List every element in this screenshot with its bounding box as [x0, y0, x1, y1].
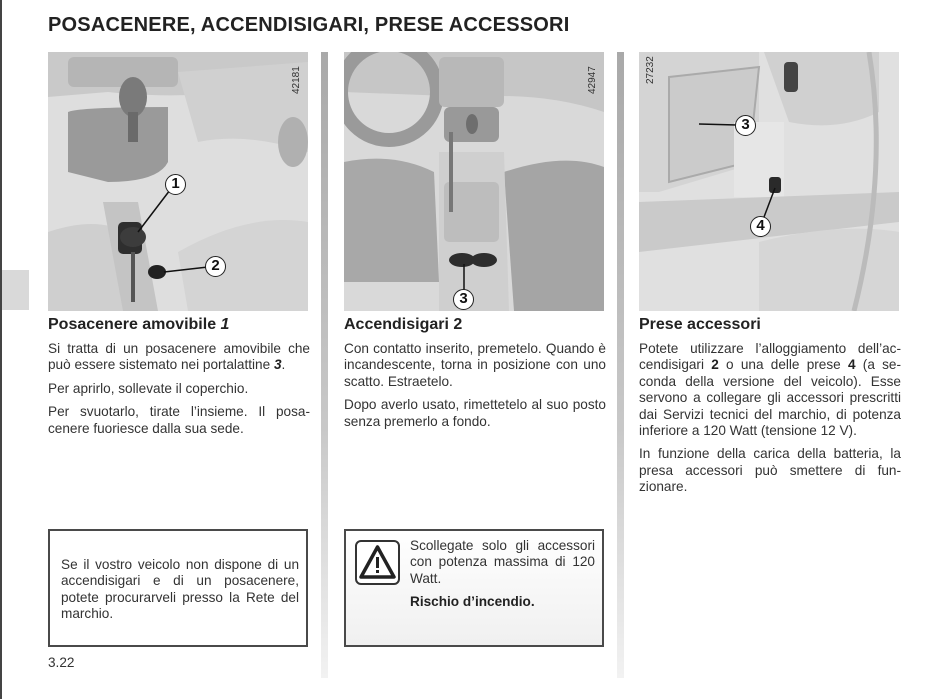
- page-number: 3.22: [48, 655, 75, 670]
- paragraph: Con contatto inserito, premetelo. Quando è incandescente, torna in posizione con uno scatto. Estraetelo.: [344, 341, 606, 389]
- callout-3: 3: [735, 115, 756, 136]
- paragraph: In funzione della carica della batteria, la presa accessori può smettere di funzionare.: [639, 446, 901, 495]
- warning-emphasis: Rischio d’incendio.: [410, 594, 535, 610]
- note-box: [48, 529, 308, 647]
- section-heading: Accendisigari 2: [344, 316, 463, 333]
- section-cigarette-lighter: [344, 316, 606, 437]
- note-text: Se il vostro veicolo non dispone di un accendisigari e di un posacenere, potete procurarveli presso la Rete del marchio.: [61, 557, 299, 622]
- inline-reference: 3: [273, 357, 282, 373]
- page-edge-rule: [0, 0, 2, 699]
- figure-accessory-sockets: [639, 52, 899, 311]
- paragraph: Si tratta di un posacenere amovibile che può essere sistemato nei portalattine 3.: [48, 341, 310, 373]
- paragraph: Per svuotarlo, tirate l’insieme. Il posacenere fuoriesce dalla sua sede.: [48, 404, 310, 436]
- paragraph: Potete utilizzare l’alloggiamento dell’accendisigari 2 o una delle prese 4 (a seconda della versione del veicolo). Esse servono a collegare gli accessori prescritti dai Servizi tecnici del marchio, di potenza inferiore a 120 Watt (tensione 12 V).: [639, 341, 902, 439]
- figure-ashtray: [48, 52, 308, 311]
- figure-code: 27232: [645, 56, 656, 84]
- column-divider: [321, 52, 328, 678]
- console-illustration: [344, 52, 604, 311]
- paragraph: Per aprirlo, sollevate il coperchio.: [48, 380, 249, 396]
- callout-2: 2: [205, 256, 226, 277]
- warning-message: Scollegate solo gli accessori con potenza massima di 120 Watt.: [410, 538, 595, 586]
- figure-code: 42181: [291, 66, 302, 94]
- warning-triangle-icon: [355, 540, 400, 585]
- warning-text: [410, 538, 595, 618]
- section-accessory-sockets: [639, 316, 901, 503]
- figure-code: 42947: [587, 66, 598, 94]
- section-removable-ashtray: [48, 316, 310, 444]
- callout-3: 3: [453, 289, 474, 310]
- warning-box: [344, 529, 604, 647]
- section-heading: Prese accessori: [639, 316, 761, 333]
- page-title: POSACENERE, ACCENDISIGARI, PRESE ACCESSORI: [48, 14, 570, 36]
- section-heading: Posacenere amovibile 1: [48, 316, 230, 333]
- inline-reference: 2: [711, 357, 719, 373]
- paragraph: Dopo averlo usato, rimettetelo al suo posto senza premerlo a fondo.: [344, 397, 606, 429]
- rear-seat-illustration: [639, 52, 899, 311]
- callout-1: 1: [165, 174, 186, 195]
- chapter-tab: [2, 270, 29, 310]
- callout-4: 4: [750, 216, 771, 237]
- column-divider: [617, 52, 624, 678]
- figure-cigarette-lighter: [344, 52, 604, 311]
- inline-reference: 4: [847, 357, 856, 373]
- heading-reference: 1: [220, 316, 230, 333]
